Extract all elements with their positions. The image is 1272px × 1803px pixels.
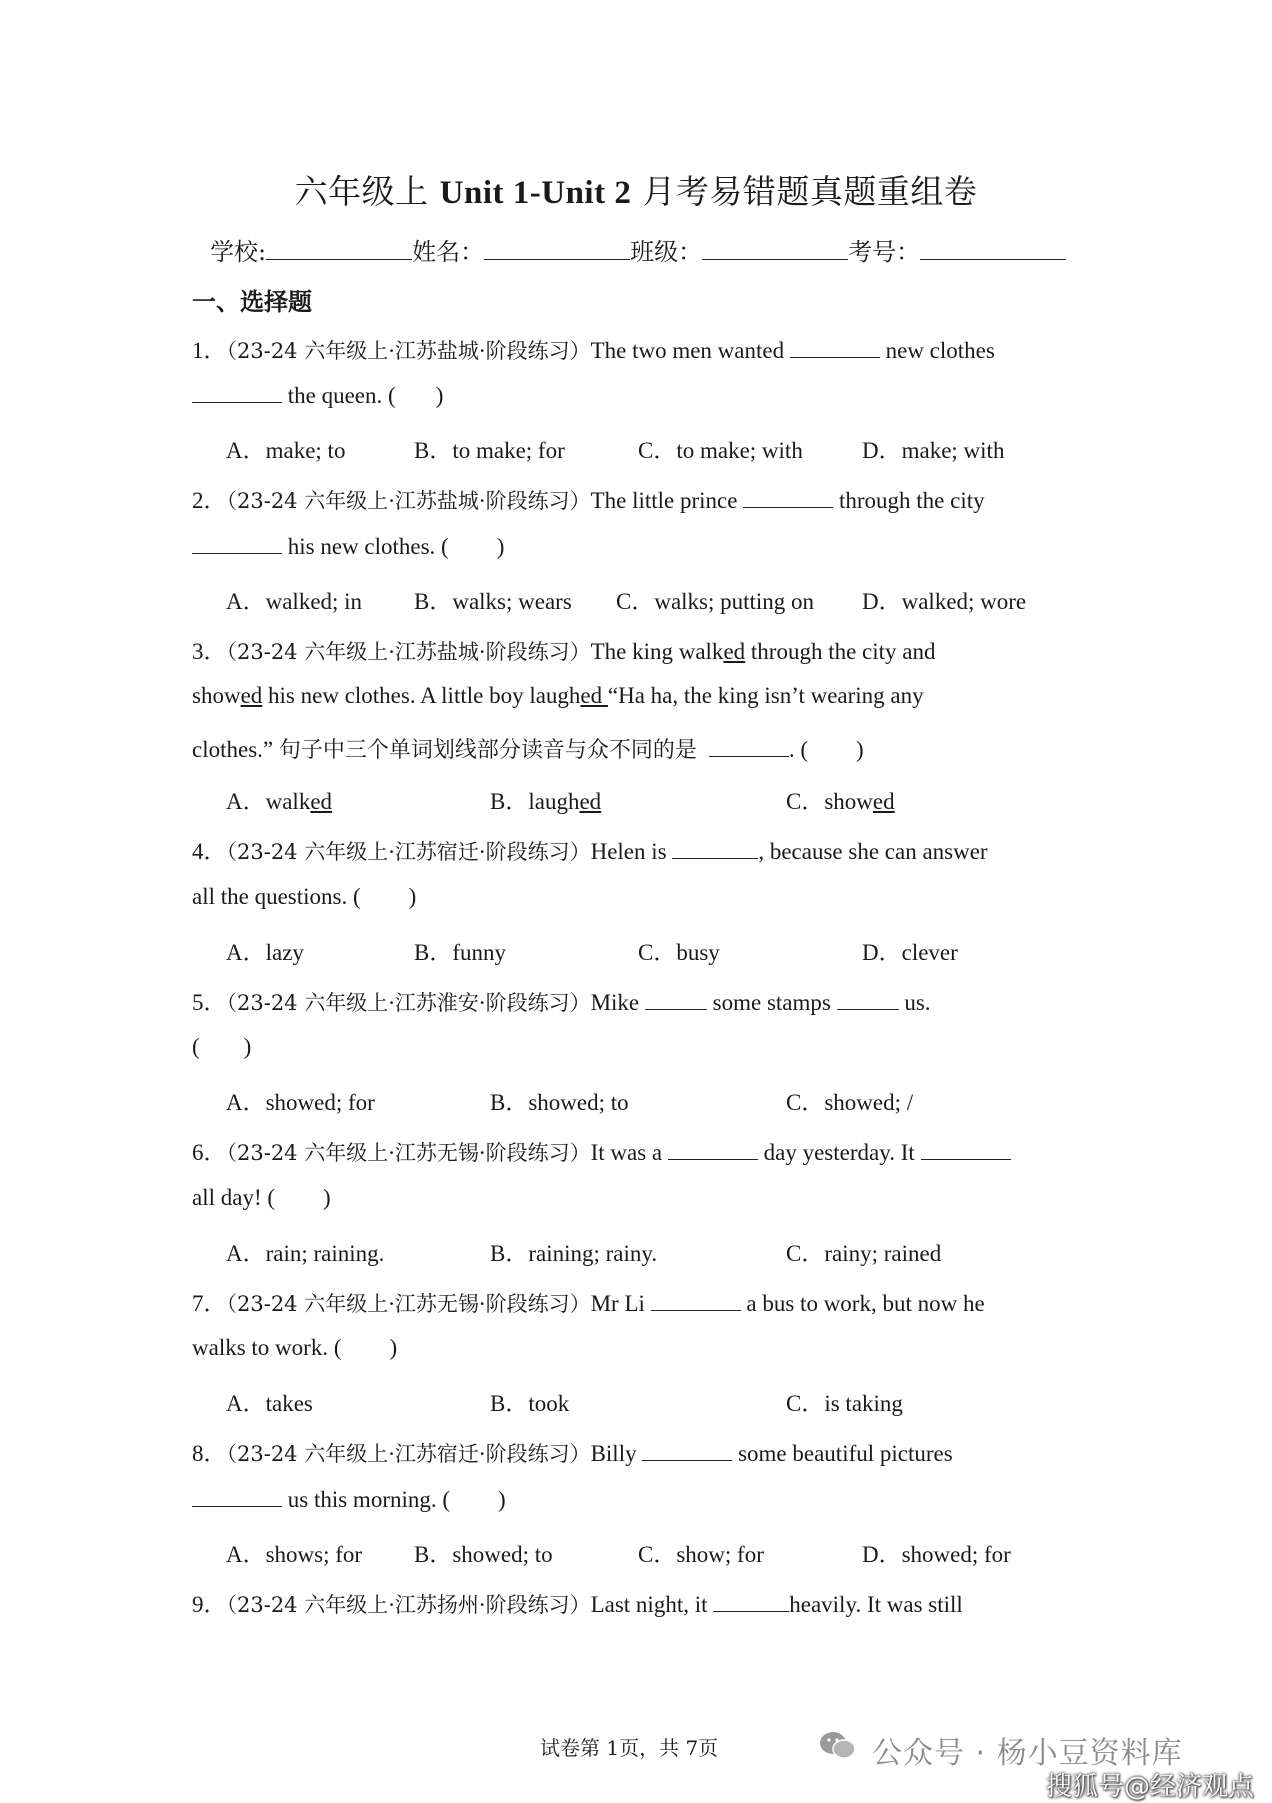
question-text-chinese: 句子中三个单词划线部分读音与众不同的是 [278, 738, 697, 763]
question-text: , because she can answer [758, 839, 988, 864]
question-number: 2． [192, 488, 227, 513]
question-text: show [192, 683, 241, 708]
answer-blank [790, 337, 880, 358]
question-source: （23-24 六年级上·江苏宿迁·阶段练习） [226, 1442, 591, 1466]
watermark-sohu: 搜狐号@经济观点 [1046, 1772, 1255, 1802]
school-blank [266, 237, 412, 260]
question-number: 8． [192, 1441, 227, 1466]
underlined-ending: ed [240, 683, 263, 708]
question-source: （23-24 六年级上·江苏淮安·阶段练习） [226, 991, 591, 1015]
question-8-line-1 [192, 1435, 953, 1468]
question-text: ) [408, 884, 417, 909]
option-a: A．takes [226, 1391, 313, 1416]
question-text: some beautiful pictures [732, 1441, 953, 1466]
question-text: Mike [590, 990, 645, 1015]
option-c: C．is taking [786, 1391, 903, 1416]
question-text: Billy [590, 1441, 643, 1466]
question-text: ( [192, 1034, 200, 1059]
question-1-line-1 [192, 332, 995, 365]
class-label: 班级： [630, 238, 703, 266]
question-8-line-2 [192, 1486, 506, 1513]
option-b: B．showed; to [414, 1542, 553, 1567]
question-number: 5． [192, 990, 227, 1015]
question-text: ) [498, 1487, 506, 1512]
question-text: “Ha ha, the king isn’t wearing any [607, 683, 924, 708]
student-info-row [210, 232, 1066, 267]
title-prefix: 六年级上 [294, 172, 440, 211]
question-text: some stamps [706, 990, 837, 1015]
question-5-line-2 [192, 1034, 251, 1060]
option-c: C．show; for [638, 1542, 764, 1567]
question-source: （23-24 六年级上·江苏盐城·阶段练习） [226, 640, 591, 664]
question-text: the queen. ( [282, 383, 396, 408]
answer-blank [192, 533, 282, 554]
question-2-line-2 [192, 533, 504, 560]
option-a: A．walked; in [226, 589, 363, 614]
question-3-line-2 [192, 683, 924, 709]
section-heading: 一、选择题 [192, 288, 312, 316]
question-5-line-1 [192, 984, 931, 1017]
answer-blank [668, 1139, 758, 1160]
watermark-official-account: 公众号 · 杨小豆资料库 [872, 1736, 1183, 1771]
option-a: A．showed; for [226, 1090, 375, 1115]
answer-blank [743, 487, 833, 508]
option-b: B．raining; rainy. [490, 1241, 658, 1266]
title-bold: Unit 1-Unit 2 [439, 175, 632, 211]
name-label: 姓名： [412, 238, 485, 266]
question-text: heavily. It was still [789, 1592, 963, 1617]
question-text: ) [243, 1034, 252, 1059]
question-source: （23-24 六年级上·江苏宿迁·阶段练习） [226, 840, 591, 864]
question-text: ) [435, 383, 444, 408]
question-number: 1． [192, 338, 227, 363]
question-text: a bus to work, but now he [740, 1291, 985, 1316]
question-text: through the city [833, 488, 985, 513]
question-text: ) [389, 1335, 398, 1360]
question-text: The two men wanted [590, 338, 790, 363]
option-c: C．to make; with [638, 438, 803, 463]
question-number: 9． [192, 1592, 227, 1617]
question-number: 4． [192, 839, 227, 864]
option-b: B．funny [414, 940, 506, 965]
option-c: C．walks; putting on [616, 589, 815, 614]
name-blank [484, 237, 630, 260]
question-text: all day! ( [192, 1185, 276, 1210]
question-7-line-1 [192, 1285, 985, 1318]
school-label: 学校: [210, 238, 267, 266]
question-number: 6． [192, 1140, 227, 1165]
question-text: walks to work. ( [192, 1335, 342, 1360]
answer-blank [837, 989, 899, 1010]
question-3-line-3 [192, 733, 864, 764]
answer-blank [642, 1440, 732, 1461]
option-d: D．walked; wore [862, 589, 1027, 614]
question-4-line-1 [192, 833, 988, 866]
option-b: B．laughed [490, 789, 602, 814]
question-source: （23-24 六年级上·江苏盐城·阶段练习） [226, 489, 591, 513]
option-a: A．lazy [226, 940, 304, 965]
answer-blank [192, 382, 282, 403]
question-text: Last night, it [590, 1592, 714, 1617]
question-text: through the city and [745, 639, 936, 664]
question-text: his new clothes. ( [282, 534, 449, 559]
question-text: ) [323, 1185, 331, 1210]
option-a: A．shows; for [226, 1542, 363, 1567]
question-text: us this morning. ( [282, 1487, 451, 1512]
question-4-line-2 [192, 884, 416, 910]
option-a: A．walked [226, 789, 333, 814]
option-c: C．busy [638, 940, 720, 965]
question-text: The king walk [590, 639, 724, 664]
option-b: B．to make; for [414, 438, 565, 463]
question-text: day yesterday. It [757, 1140, 921, 1165]
page-footer: 试卷第 1页，共 7页 [540, 1736, 719, 1760]
question-source: （23-24 六年级上·江苏无锡·阶段练习） [226, 1292, 591, 1316]
option-c: C．showed; / [786, 1090, 914, 1115]
question-9-line-1 [192, 1586, 963, 1619]
question-text: ) [496, 534, 505, 559]
answer-blank [672, 838, 758, 859]
question-2-line-1 [192, 482, 985, 515]
answer-blank [709, 736, 789, 757]
question-text: ) [856, 737, 864, 762]
option-d: D．showed; for [862, 1542, 1011, 1567]
question-text: The little prince [590, 488, 744, 513]
question-6-line-1 [192, 1134, 1011, 1167]
answer-blank [921, 1139, 1011, 1160]
option-d: D．clever [862, 940, 958, 965]
question-text: clothes.” [192, 737, 279, 762]
underlined-ending: ed [580, 683, 608, 708]
option-a: A．rain; raining. [226, 1241, 385, 1266]
question-text: It was a [590, 1140, 668, 1165]
question-number: 7． [192, 1291, 227, 1316]
question-7-line-2 [192, 1335, 397, 1361]
underlined-ending: ed [723, 639, 746, 664]
question-6-line-2 [192, 1185, 331, 1211]
question-1-line-2 [192, 382, 443, 409]
question-text: his new clothes. A little boy laugh [262, 683, 581, 708]
question-text: all the questions. ( [192, 884, 361, 909]
question-source: （23-24 六年级上·江苏盐城·阶段练习） [226, 339, 591, 363]
answer-blank [713, 1591, 789, 1612]
question-source: （23-24 六年级上·江苏扬州·阶段练习） [226, 1593, 591, 1617]
title-suffix: 月考易错题真题重组卷 [631, 172, 978, 211]
question-text: new clothes [879, 338, 995, 363]
question-3-line-1 [192, 633, 936, 666]
question-text: . ( [788, 737, 809, 762]
option-a: A．make; to [226, 438, 346, 463]
option-b: B．walks; wears [414, 589, 572, 614]
answer-blank [645, 989, 707, 1010]
class-blank [702, 237, 848, 260]
answer-blank [651, 1290, 741, 1311]
question-text: Helen is [590, 839, 673, 864]
option-b: B．showed; to [490, 1090, 629, 1115]
question-number: 3． [192, 639, 227, 664]
option-c: C．rainy; rained [786, 1241, 942, 1266]
question-text: Mr Li [590, 1291, 651, 1316]
answer-blank [192, 1486, 282, 1507]
option-d: D．make; with [862, 438, 1005, 463]
page-title [0, 166, 1272, 213]
question-text: us. [898, 990, 931, 1015]
exam-no-label: 考号： [848, 238, 921, 266]
option-c: C．showed [786, 789, 895, 814]
question-source: （23-24 六年级上·江苏无锡·阶段练习） [226, 1141, 591, 1165]
option-b: B．took [490, 1391, 570, 1416]
exam-no-blank [920, 237, 1066, 260]
